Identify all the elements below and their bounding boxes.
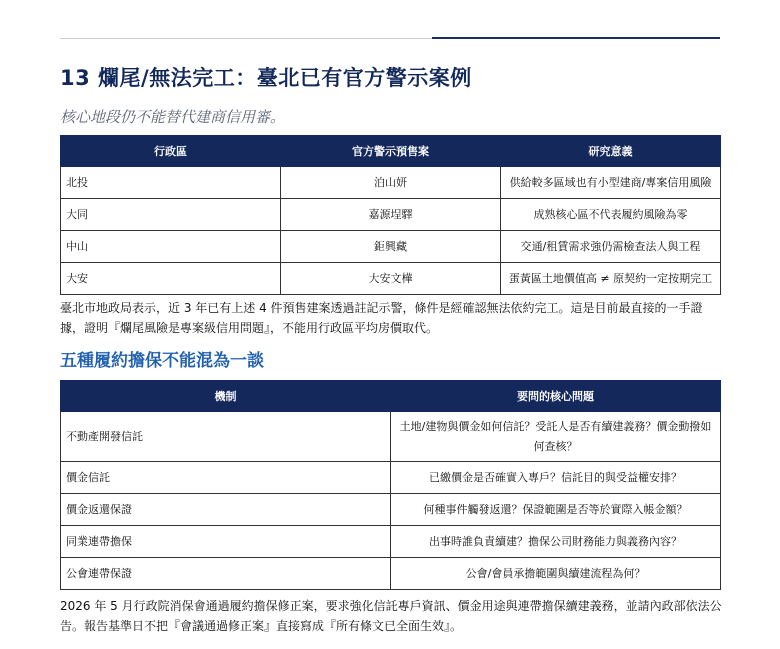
cell-project: 鉅興藏 <box>281 231 501 263</box>
table-row <box>61 231 721 263</box>
cell-project: 嘉源埕驛 <box>281 199 501 231</box>
cell-question: 土地/建物與價金如何信託？受託人是否有續建義務？價金動撥如何查核？ <box>391 412 721 462</box>
column-header-research-meaning: 研究意義 <box>501 136 721 167</box>
column-header-district: 行政區 <box>61 136 281 167</box>
table-row <box>61 263 721 295</box>
cell-mechanism: 價金信託 <box>61 462 391 494</box>
table-row <box>61 558 721 590</box>
table-row <box>61 462 721 494</box>
cell-mechanism: 公會連帶保證 <box>61 558 391 590</box>
cell-project: 泊山妍 <box>281 167 501 199</box>
table-row <box>61 412 721 462</box>
cell-question: 已繳價金是否確實入專戶？信託目的與受益權安排？ <box>391 462 721 494</box>
table-header-row <box>61 381 721 412</box>
cell-district: 中山 <box>61 231 281 263</box>
cell-meaning: 交通/租賃需求強仍需檢查法人與工程 <box>501 231 721 263</box>
cell-meaning: 供給較多區域也有小型建商/專案信用風險 <box>501 167 721 199</box>
table-row <box>61 494 721 526</box>
page-subtitle: 核心地段仍不能替代建商信用審。 <box>60 108 286 126</box>
top-rule-accent <box>432 37 720 39</box>
cell-district: 大同 <box>61 199 281 231</box>
guarantee-mechanism-table <box>60 380 721 590</box>
column-header-core-question: 要問的核心問題 <box>391 381 721 412</box>
cell-district: 北投 <box>61 167 281 199</box>
column-header-warning-project: 官方警示預售案 <box>281 136 501 167</box>
page-title: 13 爛尾/無法完工：臺北已有官方警示案例 <box>60 66 472 90</box>
cell-meaning: 成熟核心區不代表履約風險為零 <box>501 199 721 231</box>
cell-question: 公會/會員承擔範圍與續建流程為何？ <box>391 558 721 590</box>
district-warning-table <box>60 135 721 295</box>
table-row <box>61 526 721 558</box>
cell-mechanism: 價金返還保證 <box>61 494 391 526</box>
section-heading: 五種履約擔保不能混為一談 <box>60 351 264 371</box>
cell-question: 出事時誰負責續建？擔保公司財務能力與義務內容？ <box>391 526 721 558</box>
cell-district: 大安 <box>61 263 281 295</box>
cell-question: 何種事件觸發返還？保證範圍是否等於實際入帳金額？ <box>391 494 721 526</box>
table-row <box>61 199 721 231</box>
cell-mechanism: 不動產開發信託 <box>61 412 391 462</box>
cell-project: 大安文樺 <box>281 263 501 295</box>
column-header-mechanism: 機制 <box>61 381 391 412</box>
land-office-paragraph: 臺北市地政局表示，近 3 年已有上述 4 件預售建案透過註記示警，條件是經確認無法依約完工。這是目前最直接的一手證據，證明『爛尾風險是專案級信用問題』，不能用行政區平均房價取代。 <box>60 301 703 335</box>
cell-meaning: 蛋黃區土地價值高 ≠ 原契約一定按期完工 <box>501 263 721 295</box>
table-header-row <box>61 136 721 167</box>
cell-mechanism: 同業連帶擔保 <box>61 526 391 558</box>
cabinet-amendment-paragraph: 2026 年 5 月行政院消保會通過履約擔保修正案，要求強化信託專戶資訊、價金用途與連帶擔保續建義務，並請內政部依法公告。報告基準日不把『會議通過修正案』直接寫成『所有條文已全面生效』。 <box>60 599 722 633</box>
table-row <box>61 167 721 199</box>
